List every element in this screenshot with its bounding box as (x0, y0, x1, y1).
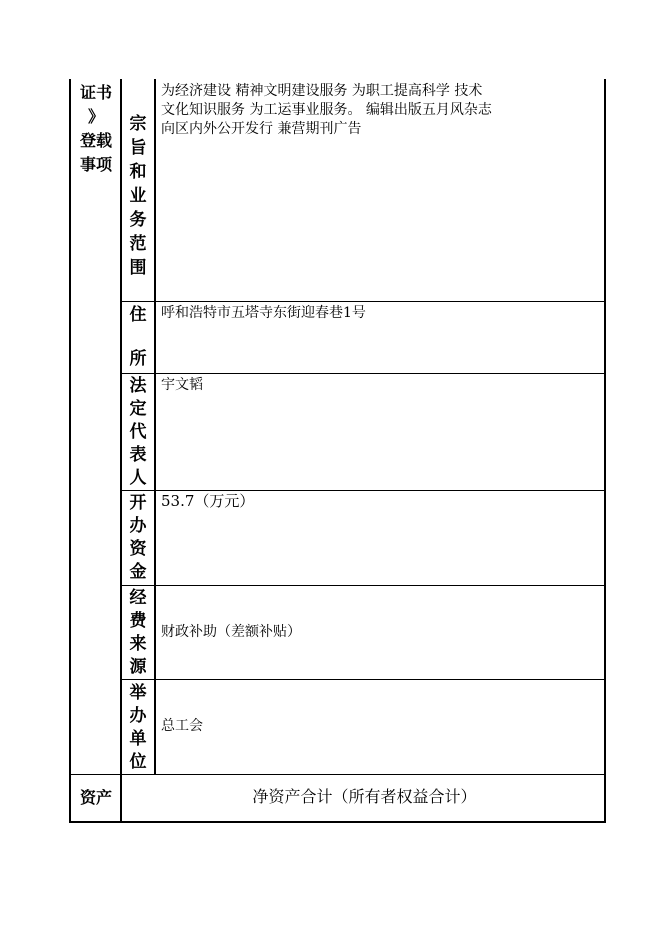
row-divider-1 (121, 301, 605, 302)
label-char: 和 (129, 162, 147, 182)
label-char: 宗 (129, 114, 147, 134)
label-char: 围 (129, 258, 147, 278)
label-char: 代 (129, 422, 147, 442)
label-char: 人 (129, 468, 147, 488)
label-char: 单 (129, 729, 147, 749)
section-divider (69, 774, 606, 775)
label-char: 源 (129, 657, 147, 677)
value-line: 总工会 (161, 718, 203, 734)
label-address (123, 304, 153, 370)
label-char: 务 (129, 210, 147, 230)
row-divider-2 (121, 373, 605, 374)
row-divider-5 (121, 679, 605, 680)
label-char: 法 (129, 376, 147, 396)
category-line: 登载 (79, 131, 112, 150)
label-char: 旨 (129, 138, 147, 158)
label-char: 定 (129, 399, 147, 419)
label-purpose-scope (123, 112, 153, 280)
divider-category (120, 79, 122, 823)
value-funding-source (161, 623, 301, 642)
value-line: 文化知识服务 为工运事业服务。 编辑出版五月风杂志 (161, 102, 492, 118)
label-char: 范 (129, 234, 147, 254)
value-startup-capital (161, 492, 254, 511)
label-char: 金 (129, 562, 147, 582)
label-char: 所 (129, 349, 147, 369)
label-funding-source (123, 587, 153, 679)
label-char: 举 (129, 683, 147, 703)
border-bottom (69, 821, 606, 823)
category-registration (71, 81, 121, 177)
label-char: 表 (129, 445, 147, 465)
category-line: 事项 (79, 155, 112, 174)
label-char: 住 (129, 305, 147, 325)
label-char: 资 (129, 539, 147, 559)
label-startup-capital (123, 492, 153, 584)
label-char: 办 (129, 706, 147, 726)
category-line: 证书 (79, 83, 112, 102)
divider-label (154, 79, 156, 774)
label-char: 业 (129, 186, 147, 206)
value-line: 宇文韬 (161, 377, 203, 393)
value-purpose-scope (161, 82, 492, 139)
border-left (69, 79, 71, 823)
label-char: 来 (129, 634, 147, 654)
label-char: 办 (129, 516, 147, 536)
label-char: 位 (129, 752, 147, 772)
value-line: 向区内外公开发行 兼营期刊广告 (161, 121, 362, 137)
value-address (161, 304, 366, 323)
value-line: 呼和浩特市五塔寺东街迎春巷1号 (161, 305, 366, 321)
label-legal-representative (123, 375, 153, 490)
border-right (604, 79, 606, 823)
row-divider-4 (121, 585, 605, 586)
value-legal-representative (161, 376, 203, 395)
net-assets-total-label: 净资产合计（所有者权益合计） (252, 787, 477, 806)
label-char: 费 (129, 611, 147, 631)
category-line: 》 (87, 107, 104, 126)
value-line: 财政补助（差额补贴） (161, 624, 301, 640)
label-char: 经 (129, 588, 147, 608)
value-sponsor-unit (161, 717, 203, 736)
row-divider-3 (121, 490, 605, 491)
category-assets: 资产 (79, 788, 112, 807)
value-line: 为经济建设 精神文明建设服务 为职工提高科学 技术 (161, 83, 483, 99)
label-char: 开 (129, 493, 147, 513)
value-line: 53.7（万元） (161, 492, 255, 510)
label-sponsor-unit (123, 682, 153, 774)
